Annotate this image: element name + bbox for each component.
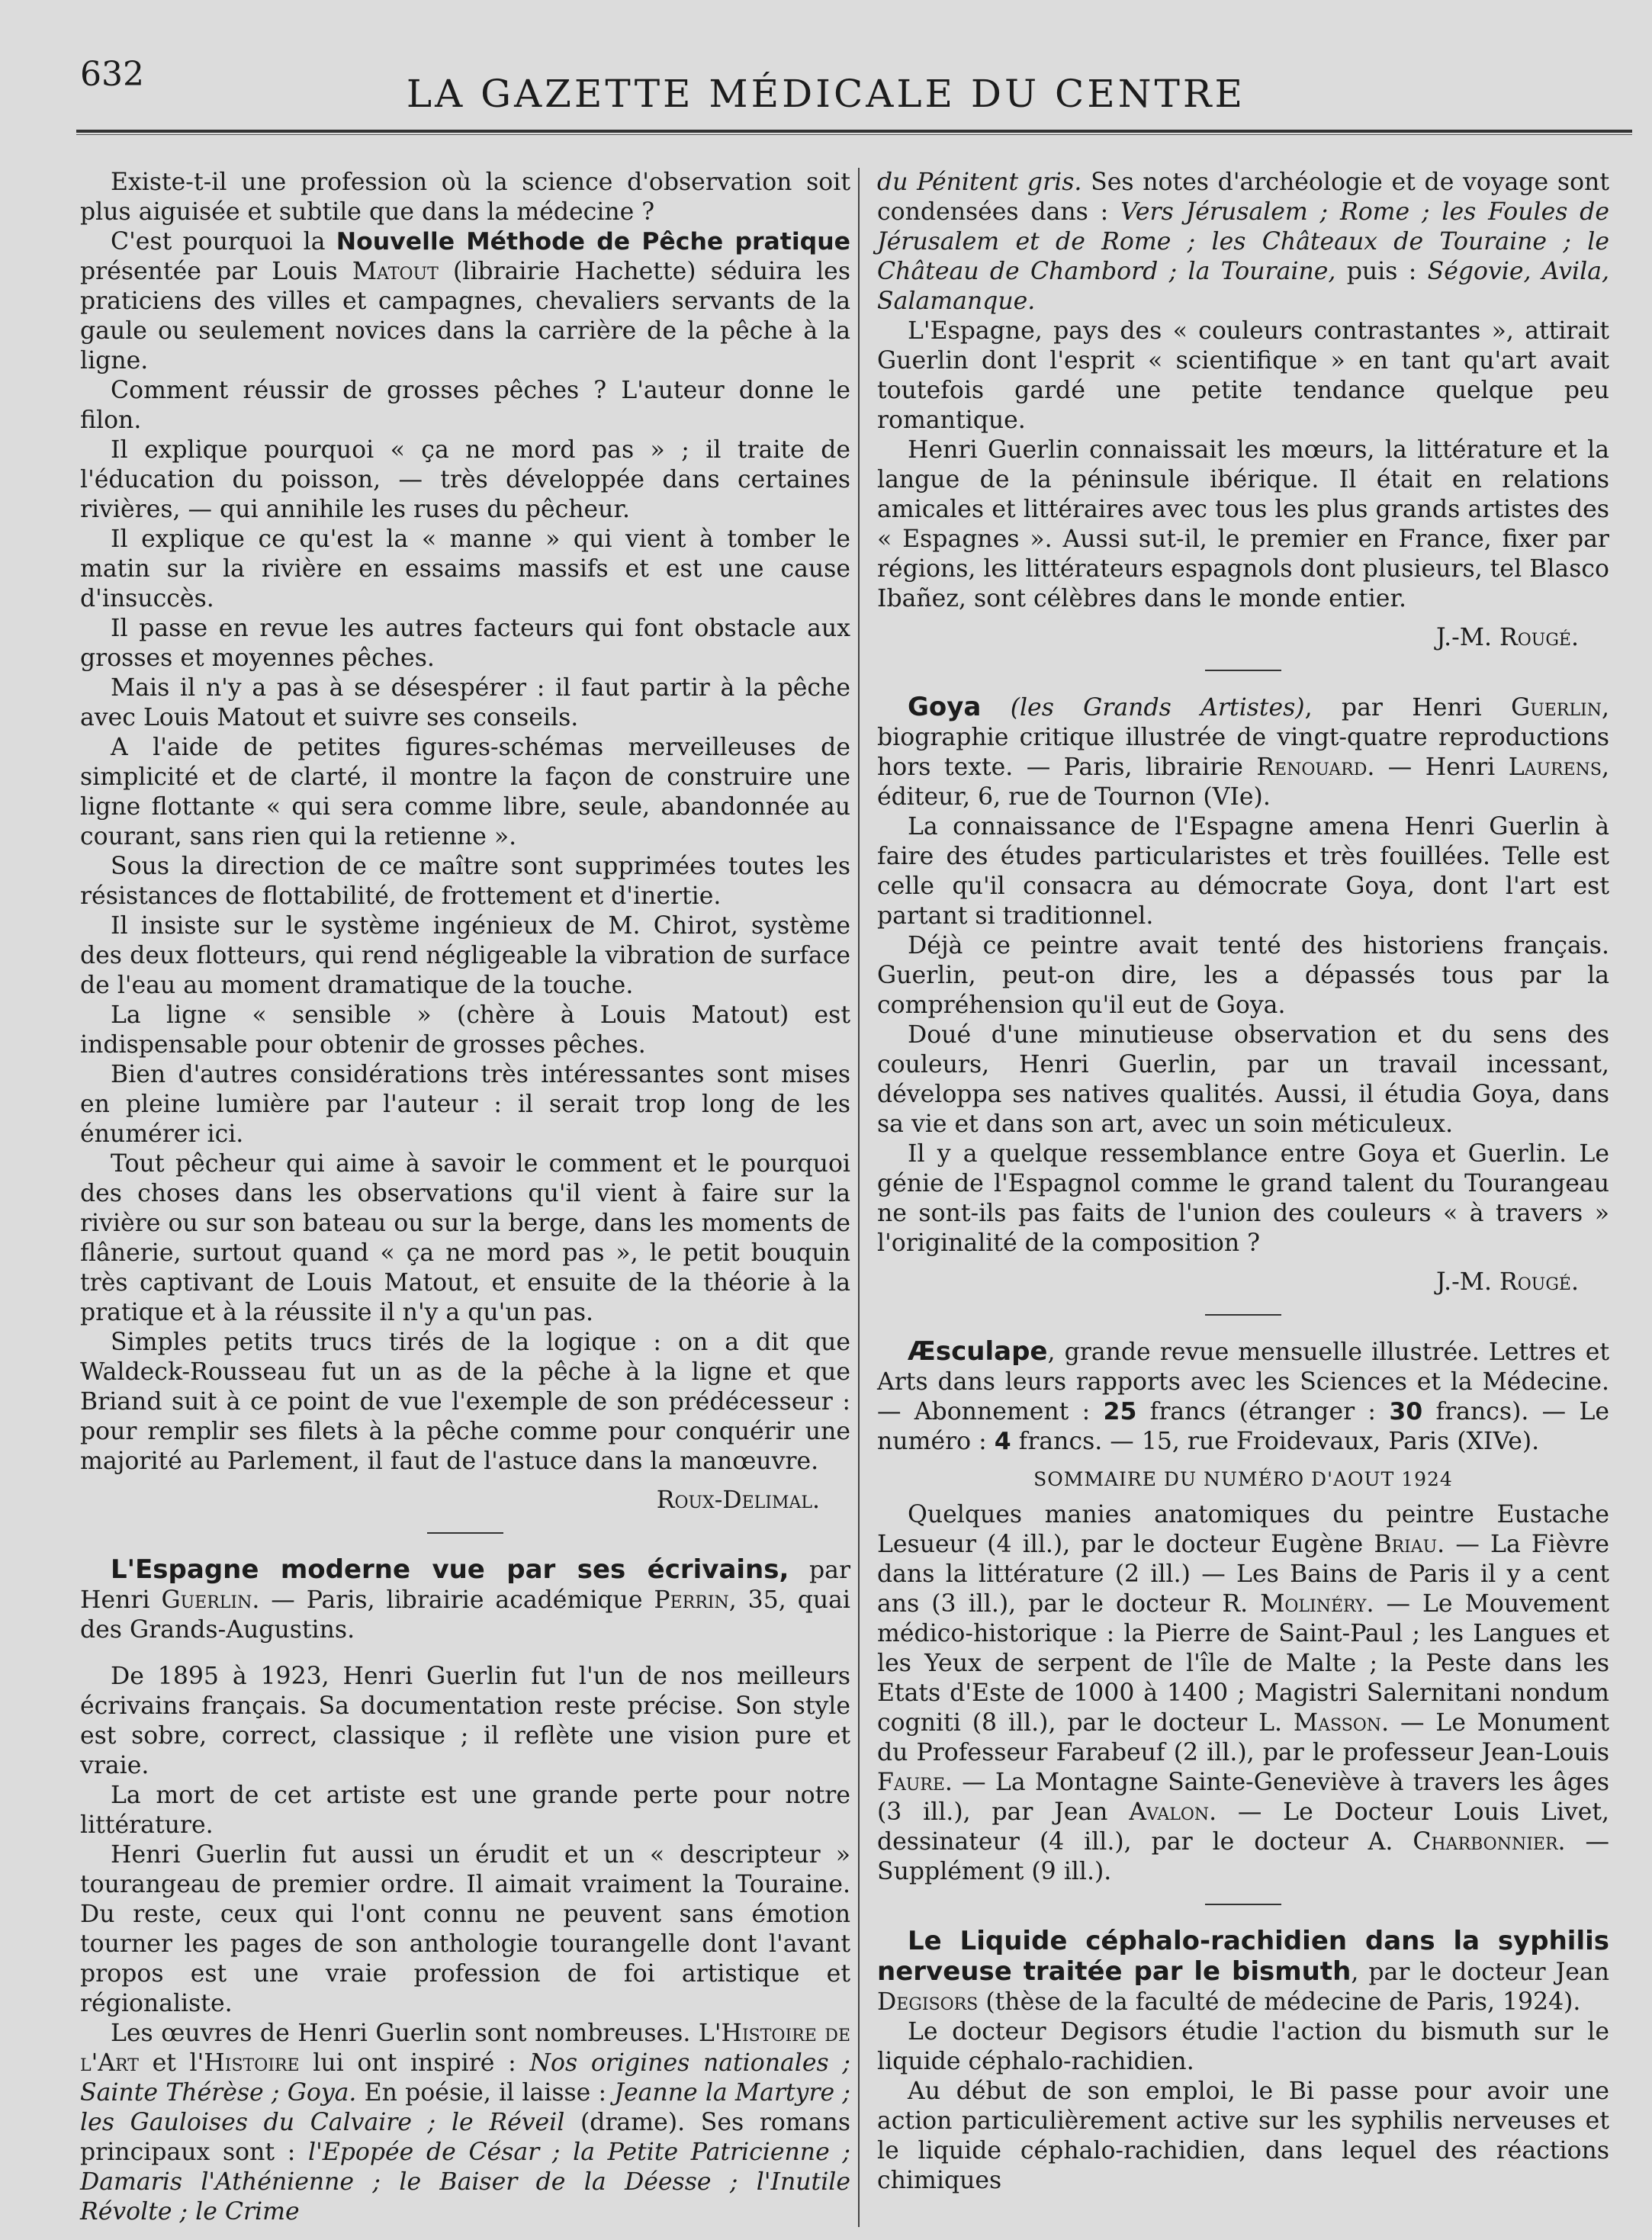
paragraph: Quelques manies anatomiques du peintre Eustache Lesueur (4 ill.), par le docteur Eugène Briau. — La Fièvre dans la littérature (2 ill.) — Les Bains de Paris il y a cent ans (3 ill.), par le docteur R. Molinéry. — Le Mouvement médico-historique : la Pierre de Saint-Paul ; les Langues et les Yeux de serpent de l'île de Malte ; la Peste dans les Etats d'Este de 1000 à 1400 ; Magistri Salernitani nondum cogniti (8 ill.), par le docteur L. Masson. — Le Monument du Professeur Farabeuf (2 ill.), par le professeur Jean-Louis Faure. — La Montagne Sainte-Geneviève à travers les âges (3 ill.), par Jean Avalon. — Le Docteur Louis Livet, dessinateur (4 ill.), par le docteur A. Charbonnier. — Supplément (9 ill.).: [877, 1501, 1610, 1885]
summary-heading: SOMMAIRE DU NUMÉRO D'AOUT 1924: [1033, 1468, 1453, 1490]
author-name: Matout: [352, 258, 439, 285]
signature: J.-M. Rougé.: [1435, 1268, 1579, 1296]
paragraph: Les œuvres de Henri Guerlin sont nombreuses. L'Histoire de l'Art et l'Histoire lui ont inspiré : Nos origines nationales ; Sainte Thérèse ; Goya. En poésie, il laisse : Jeanne la Martyre ; les Gauloises du Calvaire ; le Réveil (drame). Ses romans principaux sont : l'Epopée de César ; la Petite Patricienne ; Damaris l'Athénienne ; le Baiser de la Déesse ; l'Inutile Révolte ; le Crime: [80, 2020, 851, 2226]
paragraph: A l'aide de petites figures-schémas merveilleuses de simplicité et de clarté, il montre la façon de construire une ligne flottante « qui sera comme libre, seule, abandonnée au courant, sans rien qui la retienne ».: [80, 734, 850, 850]
paragraph: Existe-t-il une profession où la science d'observation soit plus aiguisée et subtile que dans la médecine ?: [80, 169, 850, 226]
paragraph: Simples petits trucs tirés de la logique : on a dit que Waldeck-Rousseau fut un as de la pêche à la ligne et que Briand suit à ce point de vue l'exemple de son prédécesseur : pour remplir ses filets à la pêche comme pour conquérir une majorité au Parlement, il faut de l'astuce dans la manœuvre.: [80, 1329, 850, 1475]
paragraph: Bien d'autres considérations très intéressantes sont mises en pleine lumière par l'auteur : il serait trop long de les énumérer ici.: [80, 1061, 850, 1148]
paragraph: Tout pêcheur qui aime à savoir le comment et le pourquoi des choses dans les observations qu'il vient à faire sur la rivière ou sur son bateau ou sur la berge, dans les moments de flânerie, surtout quand « ça ne mord pas », le petit bouquin très captivant de Louis Matout, et ensuite de la théorie à la pratique et à la réussite il n'y a qu'un pas.: [80, 1150, 850, 1326]
paragraph: La mort de cet artiste est une grande perte pour notre littérature.: [80, 1782, 850, 1839]
paragraph: La connaissance de l'Espagne amena Henri Guerlin à faire des études particularistes et très fouillées. Telle est celle qu'il consacra au démocrate Goya, dont l'art est partant si traditionnel.: [877, 813, 1609, 930]
right-column: [877, 168, 1609, 2196]
journal-title: LA GAZETTE MÉDICALE DU CENTRE: [406, 72, 1246, 116]
review-heading: Goya (les Grands Artistes), par Henri Guerlin, biographie critique illustrée de vingt-quatre reproductions hors texte. — Paris, librairie Renouard. — Henri Laurens, éditeur, 6, rue de Tournon (VIe).: [877, 692, 1609, 811]
paragraph: Au début de son emploi, le Bi passe pour avoir une action particulièrement active sur les syphilis nerveuses et le liquide céphalo-rachidien, dans lequel des réactions chimiques: [877, 2078, 1609, 2194]
paragraph: Le docteur Degisors étudie l'action du bismuth sur le liquide céphalo-rachidien.: [877, 2018, 1609, 2075]
paragraph: Il insiste sur le système ingénieux de M. Chirot, système des deux flotteurs, qui rend négligeable la vibration de surface de l'eau au moment dramatique de la touche.: [80, 912, 850, 999]
paragraph: L'Espagne, pays des « couleurs contrastantes », attirait Guerlin dont l'esprit « scientifique » en tant qu'art avait toutefois gardé une petite tendance quelque peu romantique.: [877, 317, 1609, 434]
paragraph: C'est pourquoi la Nouvelle Méthode de Pêche pratique présentée par Louis Matout (librairie Hachette) séduira les praticiens des villes et campagnes, chevaliers servants de la gaule ou seulement novices dans la carrière de la pêche à la ligne.: [80, 228, 850, 374]
paragraph: Il explique ce qu'est la « manne » qui vient à tomber le matin sur la rivière en essaims massifs et est une cause d'insuccès.: [80, 525, 850, 612]
paragraph: Comment réussir de grosses pêches ? L'auteur donne le filon.: [80, 377, 850, 434]
paragraph: Il passe en revue les autres facteurs qui font obstacle aux grosses et moyennes pêches.: [80, 615, 850, 672]
review-heading: L'Espagne moderne vue par ses écrivains, par Henri Guerlin. — Paris, librairie académique Perrin, 35, quai des Grands-Augustins.: [80, 1554, 851, 1644]
separator: [1205, 1904, 1281, 1905]
separator: [427, 1532, 503, 1534]
paragraph: Déjà ce peintre avait tenté des historiens français. Guerlin, peut-on dire, les a dépassés tous par la compréhension qu'il eut de Goya.: [877, 932, 1609, 1019]
review-heading: Le Liquide céphalo-rachidien dans la syphilis nerveuse traitée par le bismuth, par le docteur Jean Degisors (thèse de la faculté de médecine de Paris, 1924).: [877, 1926, 1609, 2016]
left-column: [80, 168, 850, 2227]
paragraph: Henri Guerlin fut aussi un érudit et un « descripteur » tourangeau de premier ordre. Il aimait vraiment la Touraine. Du reste, ceux qui l'ont connu ne peuvent sans émotion tourner les pages de son anthologie tourangelle dont l'avant propos est une vraie profession de foi artistique et régionaliste.: [80, 1841, 850, 2017]
paragraph: De 1895 à 1923, Henri Guerlin fut l'un de nos meilleurs écrivains français. Sa documentation reste précise. Son style est sobre, correct, classique ; il reflète une vision pure et vraie.: [80, 1663, 850, 1779]
book-title: Nouvelle Méthode de Pêche pratique: [336, 228, 850, 255]
paragraph: du Pénitent gris. Ses notes d'archéologie et de voyage sont condensées dans : Vers Jérusalem ; Rome ; les Foules de Jérusalem et de Rome ; les Châteaux de Touraine ; le Château de Chambord ; la Touraine, puis : Ségovie, Avila, Salamanque.: [877, 169, 1609, 315]
separator: [1205, 1314, 1281, 1316]
paragraph: Henri Guerlin connaissait les mœurs, la littérature et la langue de la péninsule ibérique. Il était en relations amicales et littéraires avec tous les plus grands artistes des « Espagnes ». Aussi sut-il, le premier en France, fixer par régions, les littérateurs espagnols dont plusieurs, tel Blasco Ibañez, sont célèbres dans le monde entier.: [877, 436, 1609, 612]
page-header: [0, 55, 1652, 124]
header-rule: [76, 130, 1632, 135]
review-heading: Æsculape, grande revue mensuelle illustrée. Lettres et Arts dans leurs rapports avec les Sciences et la Médecine. — Abonnement : 25 francs (étranger : 30 francs). — Le numéro : 4 francs. — 15, rue Froidevaux, Paris (XIVe).: [877, 1336, 1610, 1455]
signature: J.-M. Rougé.: [1435, 624, 1579, 651]
paragraph: Il explique pourquoi « ça ne mord pas » ; il traite de l'éducation du poisson, — très développée dans certaines rivières, — qui annihile les ruses du pêcheur.: [80, 436, 850, 523]
paragraph: La ligne « sensible » (chère à Louis Matout) est indispensable pour obtenir de grosses pêches.: [80, 1001, 850, 1059]
page-number: 632: [80, 55, 144, 94]
paragraph: Doué d'une minutieuse observation et du sens des couleurs, Henri Guerlin, par un travail incessant, développa ses natives qualités. Aussi, il étudia Goya, dans sa vie et dans son art, avec un soin méticuleux.: [877, 1021, 1609, 1138]
separator: [1205, 670, 1281, 671]
paragraph: Mais il n'y a pas à se désespérer : il faut partir à la pêche avec Louis Matout et suivre ses conseils.: [80, 674, 850, 731]
paragraph: Il y a quelque ressemblance entre Goya et Guerlin. Le génie de l'Espagnol comme le grand talent du Tourangeau ne sont-ils pas faits de l'union des couleurs « à travers » l'originalité de la composition ?: [877, 1140, 1609, 1257]
paragraph: Sous la direction de ce maître sont supprimées toutes les résistances de flottabilité, de frottement et d'inertie.: [80, 853, 850, 910]
signature: Roux-Delimal.: [656, 1486, 820, 1514]
column-divider: [858, 168, 860, 2227]
